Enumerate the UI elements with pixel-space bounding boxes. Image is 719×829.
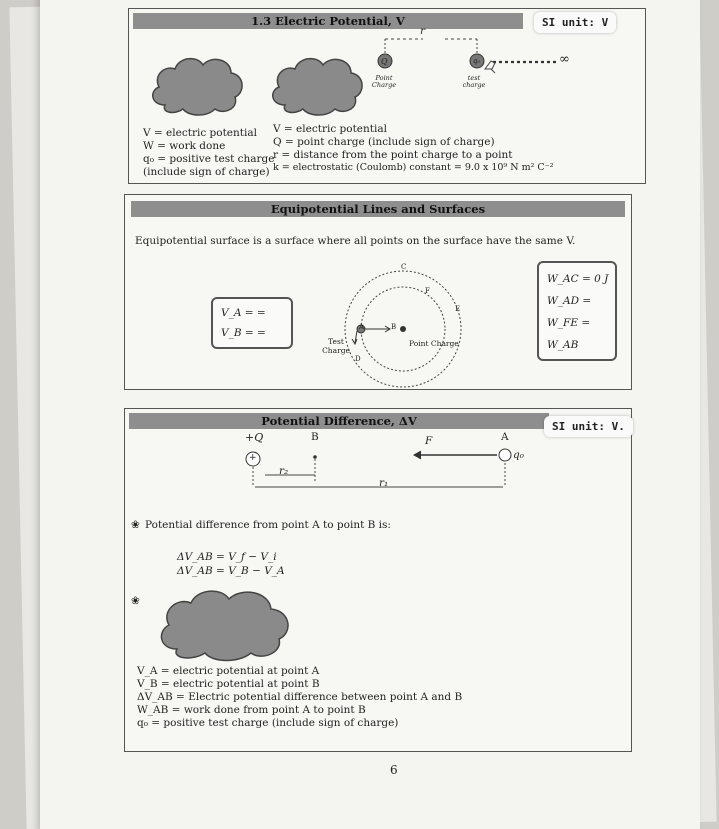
- equation-2: ΔV_AB = V_B − V_A: [177, 565, 285, 577]
- infinity-symbol: ∞: [559, 52, 570, 67]
- r1-label: r₁: [379, 477, 389, 489]
- equipotential-diagram: [315, 261, 485, 391]
- equipotential-definition: Equipotential surface is a surface where all points on the surface have the same V.: [135, 235, 576, 247]
- point-charge-dot: [400, 326, 406, 332]
- section-title-bar: [131, 201, 625, 217]
- F-label: F: [425, 435, 433, 447]
- A-label: A: [501, 431, 509, 443]
- test-charge-caption: test charge: [462, 74, 486, 89]
- section-title-bar: [133, 13, 523, 29]
- label-B: B: [391, 323, 397, 331]
- def-line: (include sign of charge): [143, 166, 270, 178]
- def-line: q₀ = positive test charge: [143, 153, 275, 165]
- si-unit-label: SI unit: V: [534, 12, 616, 33]
- def-line: W_AB = work done from point A to point B: [137, 704, 366, 716]
- q0-label: q₀: [473, 57, 481, 65]
- equipotential-section: [124, 194, 632, 390]
- def-line: V = electric potential: [273, 123, 387, 135]
- WFE-row: W_FE =: [547, 317, 591, 329]
- def-line: W = work done: [143, 140, 226, 152]
- def-line: V = electric potential: [143, 127, 257, 139]
- def-line: ΔV_AB = Electric potential difference between point A and B: [137, 691, 463, 703]
- flower-bullet-icon: ❀: [131, 519, 140, 531]
- flower-bullet-icon: ❀: [131, 595, 140, 607]
- section-title: 1.3 Electric Potential, V: [251, 14, 405, 28]
- point-charge-caption: Point Charge: [409, 339, 459, 348]
- potential-difference-statement: Potential difference from point A to point B is:: [145, 519, 391, 531]
- def-line: r = distance from the point charge to a point: [273, 149, 513, 161]
- def-line: Q = point charge (include sign of charge): [273, 136, 495, 148]
- def-line: V_B = electric potential at point B: [137, 678, 320, 690]
- point-charge-caption: Point Charge: [371, 74, 397, 89]
- si-unit-label: SI unit: V.: [544, 416, 633, 437]
- VA-row: V_A = =: [221, 307, 266, 319]
- page-number: 6: [390, 763, 398, 777]
- def-line: V_A = electric potential at point A: [137, 665, 320, 677]
- hidden-formula-cloud-2: [267, 53, 367, 117]
- work-values-box: [537, 261, 617, 361]
- hand-icon: [485, 61, 495, 73]
- potential-difference-section: [124, 408, 632, 752]
- WAC-row: W_AC = 0 J: [547, 273, 609, 285]
- section-title: Potential Difference, ΔV: [261, 414, 417, 428]
- label-F: F: [425, 287, 430, 295]
- section-title: Equipotential Lines and Surfaces: [270, 202, 486, 216]
- WAD-row: W_AD =: [547, 295, 592, 307]
- label-D: D: [355, 355, 361, 363]
- worksheet-page: [40, 0, 700, 829]
- hidden-formula-cloud-3: [153, 583, 303, 663]
- def-line: k = electrostatic (Coulomb) constant = 9.0 x 10⁹ N m² C⁻²: [273, 162, 554, 173]
- plus-Q-label: +Q: [245, 431, 264, 444]
- B-label: B: [311, 431, 319, 443]
- test-charge-caption: Test Charge: [322, 337, 350, 355]
- r2-label: r₂: [279, 465, 289, 477]
- point-B-dot: [313, 455, 317, 459]
- test-charge-A: [499, 449, 511, 461]
- WAB-row: W_AB: [547, 339, 579, 351]
- label-A: A: [359, 323, 365, 331]
- VB-row: V_B = =: [221, 327, 266, 339]
- label-C: C: [401, 263, 407, 271]
- Q-label: Q: [381, 57, 388, 66]
- plus-sign: +: [249, 453, 257, 463]
- def-line: q₀ = positive test charge (include sign of charge): [137, 717, 399, 729]
- potential-difference-diagram: [235, 437, 605, 497]
- label-E: E: [455, 305, 461, 313]
- potential-values-box: [211, 297, 293, 349]
- section-title-bar: [129, 413, 549, 429]
- hidden-formula-cloud-1: [147, 53, 247, 117]
- q0-label: q₀: [513, 449, 524, 461]
- electric-potential-section: [128, 8, 646, 184]
- equation-1: ΔV_AB = V_f − V_i: [177, 551, 277, 563]
- distance-r-label: r: [420, 25, 426, 37]
